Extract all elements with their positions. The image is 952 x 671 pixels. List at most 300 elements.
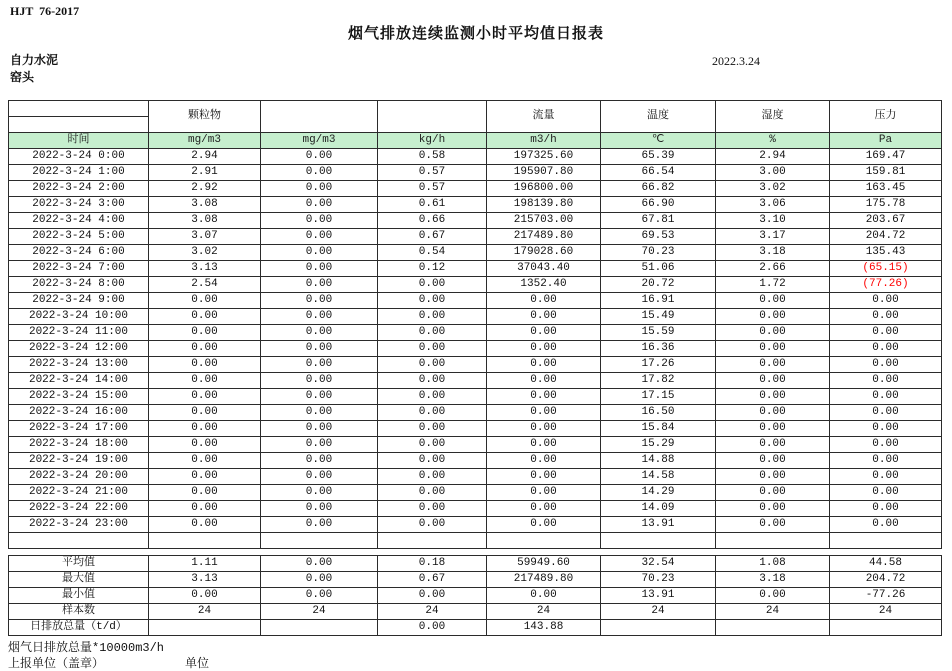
value-cell: 69.53 <box>601 229 716 245</box>
value-cell: 0.00 <box>487 325 601 341</box>
value-cell: 24 <box>601 604 716 620</box>
value-cell: 0.00 <box>830 421 942 437</box>
value-cell <box>716 620 830 636</box>
summary-label: 日排放总量（t/d） <box>9 620 149 636</box>
value-cell: 3.18 <box>716 245 830 261</box>
value-cell: 0.00 <box>149 453 261 469</box>
value-cell: 0.00 <box>830 485 942 501</box>
value-cell: 0.12 <box>378 261 487 277</box>
time-cell: 2022-3-24 23:00 <box>9 517 149 533</box>
time-cell: 2022-3-24 19:00 <box>9 453 149 469</box>
hour-row <box>9 181 942 197</box>
value-cell: -77.26 <box>830 588 942 604</box>
time-cell: 2022-3-24 5:00 <box>9 229 149 245</box>
hour-row <box>9 197 942 213</box>
time-cell: 2022-3-24 9:00 <box>9 293 149 309</box>
value-cell: 0.18 <box>378 556 487 572</box>
value-cell: 0.00 <box>261 572 378 588</box>
value-cell: 135.43 <box>830 245 942 261</box>
value-cell: 0.00 <box>261 277 378 293</box>
value-cell: 0.00 <box>261 517 378 533</box>
value-cell: 0.00 <box>149 469 261 485</box>
value-cell: 0.00 <box>378 517 487 533</box>
value-cell: 215703.00 <box>487 213 601 229</box>
value-cell: 0.00 <box>149 588 261 604</box>
value-cell: 0.00 <box>830 437 942 453</box>
value-cell: 0.00 <box>378 469 487 485</box>
value-cell: 0.00 <box>487 357 601 373</box>
value-cell: 0.00 <box>716 501 830 517</box>
value-cell: 0.66 <box>378 213 487 229</box>
time-cell: 2022-3-24 13:00 <box>9 357 149 373</box>
value-cell: 14.09 <box>601 501 716 517</box>
hour-row <box>9 453 942 469</box>
value-cell: 0.00 <box>149 501 261 517</box>
report-unit-label: 上报单位（盖章） <box>8 656 105 670</box>
time-cell: 2022-3-24 3:00 <box>9 197 149 213</box>
value-cell: 0.00 <box>716 293 830 309</box>
units-row <box>9 133 942 149</box>
hour-row <box>9 501 942 517</box>
value-cell: 0.00 <box>487 309 601 325</box>
value-cell: 0.00 <box>261 501 378 517</box>
value-cell: 37043.40 <box>487 261 601 277</box>
value-cell: 3.10 <box>716 213 830 229</box>
value-cell: 0.00 <box>378 421 487 437</box>
value-cell: 3.02 <box>716 181 830 197</box>
value-cell: 3.07 <box>149 229 261 245</box>
value-cell: 179028.60 <box>487 245 601 261</box>
value-cell: 0.54 <box>378 245 487 261</box>
value-cell: 0.00 <box>149 293 261 309</box>
value-cell: 163.45 <box>830 181 942 197</box>
value-cell: 0.00 <box>149 517 261 533</box>
header-pressure: 压力 <box>830 101 942 133</box>
value-cell: 197325.60 <box>487 149 601 165</box>
time-cell: 2022-3-24 20:00 <box>9 469 149 485</box>
time-cell: 2022-3-24 14:00 <box>9 373 149 389</box>
value-cell <box>601 620 716 636</box>
value-cell: 0.67 <box>378 229 487 245</box>
value-cell: 24 <box>487 604 601 620</box>
time-cell: 2022-3-24 11:00 <box>9 325 149 341</box>
value-cell: 13.91 <box>601 588 716 604</box>
value-cell: 0.00 <box>378 325 487 341</box>
value-cell: 0.00 <box>378 373 487 389</box>
value-cell: 0.00 <box>487 341 601 357</box>
value-cell: 3.13 <box>149 261 261 277</box>
time-cell: 2022-3-24 18:00 <box>9 437 149 453</box>
hour-row <box>9 325 942 341</box>
value-cell: 169.47 <box>830 149 942 165</box>
value-cell: 0.00 <box>261 245 378 261</box>
value-cell: 14.29 <box>601 485 716 501</box>
value-cell: 0.00 <box>261 213 378 229</box>
value-cell: 15.49 <box>601 309 716 325</box>
value-cell: 204.72 <box>830 572 942 588</box>
value-cell: 0.00 <box>487 485 601 501</box>
value-cell: 0.00 <box>830 453 942 469</box>
unit-kgh: kg/h <box>378 133 487 149</box>
value-cell: 0.00 <box>378 341 487 357</box>
empty-cell <box>716 533 830 549</box>
value-cell: 0.00 <box>378 357 487 373</box>
value-cell: 0.00 <box>830 517 942 533</box>
value-cell: 66.90 <box>601 197 716 213</box>
value-cell: 0.00 <box>830 293 942 309</box>
footer-note: 烟气日排放总量*10000m3/h <box>8 641 165 655</box>
summary-label: 平均值 <box>9 556 149 572</box>
hour-row <box>9 245 942 261</box>
summary-row <box>9 572 942 588</box>
hour-row <box>9 229 942 245</box>
time-header: 时间 <box>9 133 149 149</box>
time-cell: 2022-3-24 0:00 <box>9 149 149 165</box>
value-cell: 66.82 <box>601 181 716 197</box>
value-cell: 17.26 <box>601 357 716 373</box>
value-cell: 70.23 <box>601 245 716 261</box>
value-cell: 0.00 <box>149 373 261 389</box>
value-cell: 0.61 <box>378 197 487 213</box>
value-cell: 24 <box>830 604 942 620</box>
header-flow: 流量 <box>487 101 601 133</box>
time-cell: 2022-3-24 4:00 <box>9 213 149 229</box>
value-cell: 0.00 <box>149 341 261 357</box>
value-cell: 0.00 <box>487 293 601 309</box>
value-cell: 0.00 <box>716 588 830 604</box>
value-cell: 0.00 <box>716 437 830 453</box>
value-cell: 0.00 <box>716 309 830 325</box>
value-cell: 0.00 <box>149 325 261 341</box>
value-cell: (65.15) <box>830 261 942 277</box>
hour-row <box>9 421 942 437</box>
hour-row <box>9 517 942 533</box>
time-cell: 2022-3-24 1:00 <box>9 165 149 181</box>
value-cell: 0.00 <box>261 341 378 357</box>
value-cell: 0.00 <box>830 389 942 405</box>
value-cell: 0.58 <box>378 149 487 165</box>
value-cell: 51.06 <box>601 261 716 277</box>
value-cell: 159.81 <box>830 165 942 181</box>
station-name: 窑头 <box>10 70 35 84</box>
value-cell: 195907.80 <box>487 165 601 181</box>
value-cell: 59949.60 <box>487 556 601 572</box>
value-cell: 0.00 <box>830 405 942 421</box>
time-cell: 2022-3-24 17:00 <box>9 421 149 437</box>
time-cell: 2022-3-24 10:00 <box>9 309 149 325</box>
value-cell: 0.57 <box>378 181 487 197</box>
value-cell: 0.00 <box>149 485 261 501</box>
value-cell: 0.67 <box>378 572 487 588</box>
value-cell: 143.88 <box>487 620 601 636</box>
value-cell: 0.00 <box>487 405 601 421</box>
header-humidity: 湿度 <box>716 101 830 133</box>
value-cell: 0.00 <box>378 389 487 405</box>
value-cell: 0.00 <box>487 453 601 469</box>
value-cell: 32.54 <box>601 556 716 572</box>
value-cell: 0.00 <box>261 293 378 309</box>
value-cell: 0.00 <box>261 197 378 213</box>
report-date: 2022.3.24 <box>712 54 760 68</box>
value-cell: 13.91 <box>601 517 716 533</box>
value-cell: 70.23 <box>601 572 716 588</box>
value-cell: 15.29 <box>601 437 716 453</box>
hour-row <box>9 373 942 389</box>
value-cell: 0.00 <box>830 309 942 325</box>
value-cell: 0.00 <box>716 357 830 373</box>
time-cell: 2022-3-24 2:00 <box>9 181 149 197</box>
hour-row <box>9 341 942 357</box>
value-cell: 0.00 <box>487 437 601 453</box>
value-cell: 0.00 <box>830 373 942 389</box>
value-cell: 14.58 <box>601 469 716 485</box>
empty-cell <box>149 533 261 549</box>
value-cell: 2.94 <box>716 149 830 165</box>
spacer-cell <box>9 549 942 556</box>
value-cell: 0.00 <box>716 405 830 421</box>
value-cell: 15.59 <box>601 325 716 341</box>
value-cell: 0.00 <box>378 437 487 453</box>
value-cell: 24 <box>149 604 261 620</box>
hour-row <box>9 469 942 485</box>
time-cell: 2022-3-24 7:00 <box>9 261 149 277</box>
unit-particulate-mg: mg/m3 <box>149 133 261 149</box>
value-cell: 1.08 <box>716 556 830 572</box>
empty-cell <box>601 533 716 549</box>
value-cell: 0.00 <box>378 620 487 636</box>
value-cell: 2.92 <box>149 181 261 197</box>
value-cell: 3.00 <box>716 165 830 181</box>
time-cell: 2022-3-24 6:00 <box>9 245 149 261</box>
value-cell: 3.18 <box>716 572 830 588</box>
value-cell: 0.57 <box>378 165 487 181</box>
value-cell: 2.66 <box>716 261 830 277</box>
value-cell: 0.00 <box>716 341 830 357</box>
value-cell: 0.00 <box>261 149 378 165</box>
value-cell: 0.00 <box>261 357 378 373</box>
value-cell: 0.00 <box>487 588 601 604</box>
value-cell: 0.00 <box>378 485 487 501</box>
value-cell: 0.00 <box>487 373 601 389</box>
value-cell: 17.15 <box>601 389 716 405</box>
value-cell: 0.00 <box>261 325 378 341</box>
value-cell: 16.91 <box>601 293 716 309</box>
value-cell: 196800.00 <box>487 181 601 197</box>
value-cell: (77.26) <box>830 277 942 293</box>
value-cell: 203.67 <box>830 213 942 229</box>
value-cell: 0.00 <box>261 421 378 437</box>
value-cell: 15.84 <box>601 421 716 437</box>
value-cell: 0.00 <box>830 357 942 373</box>
value-cell: 14.88 <box>601 453 716 469</box>
value-cell: 24 <box>261 604 378 620</box>
value-cell: 66.54 <box>601 165 716 181</box>
value-cell: 0.00 <box>487 421 601 437</box>
value-cell: 175.78 <box>830 197 942 213</box>
value-cell <box>261 620 378 636</box>
value-cell: 217489.80 <box>487 572 601 588</box>
value-cell: 2.54 <box>149 277 261 293</box>
value-cell: 0.00 <box>378 588 487 604</box>
company-name: 自力水泥 <box>10 53 59 67</box>
hour-row <box>9 405 942 421</box>
hour-row <box>9 293 942 309</box>
hour-row <box>9 261 942 277</box>
value-cell: 1.11 <box>149 556 261 572</box>
value-cell: 3.06 <box>716 197 830 213</box>
summary-label: 最大值 <box>9 572 149 588</box>
value-cell: 0.00 <box>261 469 378 485</box>
doc-code: HJT 76-2017 <box>10 4 80 18</box>
summary-label: 最小值 <box>9 588 149 604</box>
summary-row <box>9 620 942 636</box>
summary-row <box>9 588 942 604</box>
value-cell: 16.50 <box>601 405 716 421</box>
value-cell: 0.00 <box>261 405 378 421</box>
blank-row <box>9 533 942 549</box>
value-cell: 1.72 <box>716 277 830 293</box>
value-cell: 0.00 <box>261 437 378 453</box>
spacer-row <box>9 549 942 556</box>
value-cell: 0.00 <box>716 325 830 341</box>
value-cell: 0.00 <box>261 453 378 469</box>
report-table <box>8 100 942 636</box>
value-cell: 0.00 <box>716 389 830 405</box>
value-cell: 0.00 <box>261 485 378 501</box>
value-cell: 0.00 <box>378 453 487 469</box>
value-cell: 2.91 <box>149 165 261 181</box>
value-cell: 17.82 <box>601 373 716 389</box>
value-cell: 0.00 <box>261 261 378 277</box>
summary-row <box>9 556 942 572</box>
value-cell: 0.00 <box>716 453 830 469</box>
summary-row <box>9 604 942 620</box>
value-cell: 0.00 <box>487 501 601 517</box>
header-temperature: 温度 <box>601 101 716 133</box>
value-cell: 0.00 <box>830 341 942 357</box>
hour-row <box>9 309 942 325</box>
value-cell: 44.58 <box>830 556 942 572</box>
empty-cell <box>378 533 487 549</box>
value-cell: 0.00 <box>378 309 487 325</box>
value-cell: 0.00 <box>378 277 487 293</box>
value-cell: 3.08 <box>149 197 261 213</box>
value-cell: 198139.80 <box>487 197 601 213</box>
value-cell: 0.00 <box>716 485 830 501</box>
summary-label: 样本数 <box>9 604 149 620</box>
value-cell: 24 <box>716 604 830 620</box>
value-cell: 3.13 <box>149 572 261 588</box>
value-cell: 0.00 <box>716 469 830 485</box>
value-cell: 3.02 <box>149 245 261 261</box>
value-cell: 0.00 <box>487 389 601 405</box>
value-cell: 67.81 <box>601 213 716 229</box>
value-cell: 0.00 <box>487 469 601 485</box>
value-cell: 0.00 <box>149 405 261 421</box>
value-cell: 2.94 <box>149 149 261 165</box>
header-blank-col-1 <box>261 101 378 133</box>
hour-row <box>9 165 942 181</box>
value-cell: 65.39 <box>601 149 716 165</box>
value-cell: 0.00 <box>261 309 378 325</box>
value-cell: 20.72 <box>601 277 716 293</box>
value-cell: 0.00 <box>261 556 378 572</box>
unit-mg: mg/m3 <box>261 133 378 149</box>
hour-row <box>9 277 942 293</box>
value-cell: 0.00 <box>261 181 378 197</box>
value-cell: 0.00 <box>261 373 378 389</box>
value-cell: 0.00 <box>716 373 830 389</box>
value-cell: 0.00 <box>261 588 378 604</box>
value-cell: 0.00 <box>716 421 830 437</box>
time-cell: 2022-3-24 12:00 <box>9 341 149 357</box>
value-cell: 1352.40 <box>487 277 601 293</box>
value-cell <box>830 620 942 636</box>
unit-m3h: m3/h <box>487 133 601 149</box>
hour-row <box>9 213 942 229</box>
value-cell: 0.00 <box>261 389 378 405</box>
value-cell: 0.00 <box>149 437 261 453</box>
report-table-body <box>9 101 942 636</box>
time-cell: 2022-3-24 16:00 <box>9 405 149 421</box>
value-cell: 217489.80 <box>487 229 601 245</box>
time-col-split-bottom-cell <box>9 117 149 133</box>
hour-row <box>9 357 942 373</box>
value-cell: 0.00 <box>149 309 261 325</box>
empty-cell <box>487 533 601 549</box>
hour-row <box>9 437 942 453</box>
value-cell: 0.00 <box>149 357 261 373</box>
time-cell: 2022-3-24 8:00 <box>9 277 149 293</box>
value-cell: 0.00 <box>716 517 830 533</box>
empty-cell <box>261 533 378 549</box>
empty-cell <box>830 533 942 549</box>
time-cell: 2022-3-24 21:00 <box>9 485 149 501</box>
value-cell: 0.00 <box>261 165 378 181</box>
unit-percent: % <box>716 133 830 149</box>
time-cell: 2022-3-24 15:00 <box>9 389 149 405</box>
value-cell <box>149 620 261 636</box>
hour-row <box>9 149 942 165</box>
value-cell: 0.00 <box>261 229 378 245</box>
value-cell: 3.08 <box>149 213 261 229</box>
time-cell: 2022-3-24 22:00 <box>9 501 149 517</box>
value-cell: 0.00 <box>487 517 601 533</box>
value-cell: 0.00 <box>378 405 487 421</box>
header-particulate: 颗粒物 <box>149 101 261 133</box>
value-cell: 0.00 <box>830 469 942 485</box>
empty-cell <box>9 533 149 549</box>
value-cell: 204.72 <box>830 229 942 245</box>
page-title: 烟气排放连续监测小时平均值日报表 <box>347 25 604 42</box>
value-cell: 0.00 <box>830 501 942 517</box>
unit-pa: Pa <box>830 133 942 149</box>
value-cell: 0.00 <box>378 293 487 309</box>
value-cell: 0.00 <box>149 389 261 405</box>
unit-celsius: ℃ <box>601 133 716 149</box>
unit-label: 单位 <box>185 656 210 670</box>
value-cell: 24 <box>378 604 487 620</box>
hour-row <box>9 485 942 501</box>
value-cell: 0.00 <box>378 501 487 517</box>
value-cell: 16.36 <box>601 341 716 357</box>
header-group-row-top <box>9 101 942 117</box>
value-cell: 0.00 <box>149 421 261 437</box>
value-cell: 0.00 <box>830 325 942 341</box>
header-blank-col-2 <box>378 101 487 133</box>
value-cell: 3.17 <box>716 229 830 245</box>
hour-row <box>9 389 942 405</box>
